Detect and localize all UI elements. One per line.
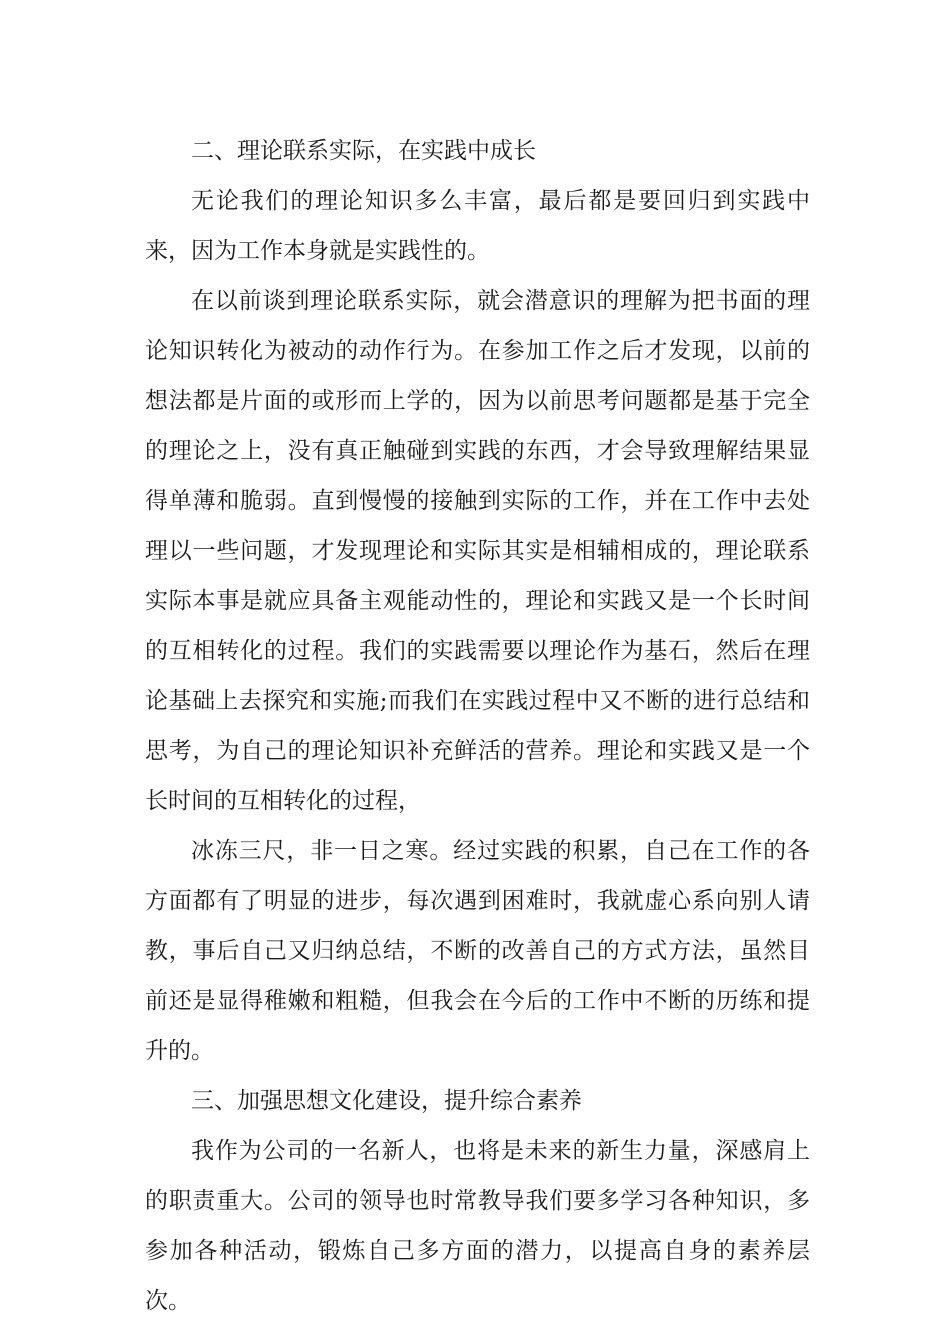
section-heading-2: 二、理论联系实际，在实践中成长 <box>191 138 536 164</box>
paragraph: 冰冻三尺，非一日之寒。经过实践的积累，自己在工作的各方面都有了明显的进步，每次遇到困难时，我就虚心系向别人请教，事后自己又归纳总结，不断的改善自己的方式方法，虽然目前还是显得稚嫩和粗糙，但我会在今后的工作中不断的历练和提升的。 <box>145 838 810 1064</box>
paragraph: 无论我们的理论知识多么丰富，最后都是要回归到实践中来，因为工作本身就是实践性的。 <box>145 188 810 264</box>
document-body <box>145 126 810 1326</box>
section-heading-3: 三、加强思想文化建设，提升综合素养 <box>191 1088 582 1114</box>
paragraph: 我作为公司的一名新人，也将是未来的新生力量，深感肩上的职责重大。公司的领导也时常教导我们要多学习各种知识，多参加各种活动，锻炼自己多方面的潜力，以提高自身的素养层次。 <box>145 1138 810 1314</box>
paragraph: 在以前谈到理论联系实际，就会潜意识的理解为把书面的理论知识转化为被动的动作行为。在参加工作之后才发现，以前的想法都是片面的或形而上学的，因为以前思考问题都是基于完全的理论之上，没有真正触碰到实践的东西，才会导致理解结果显得单薄和脆弱。直到慢慢的接触到实际的工作，并在工作中去处理以一些问题，才发现理论和实际其实是相辅相成的，理论联系实际本事是就应具备主观能动性的，理论和实践又是一个长时间的互相转化的过程。我们的实践需要以理论作为基石，然后在理论基础上去探究和实施;而我们在实践过程中又不断的进行总结和思考，为自己的理论知识补充鲜活的营养。理论和实践又是一个长时间的互相转化的过程， <box>145 288 810 814</box>
